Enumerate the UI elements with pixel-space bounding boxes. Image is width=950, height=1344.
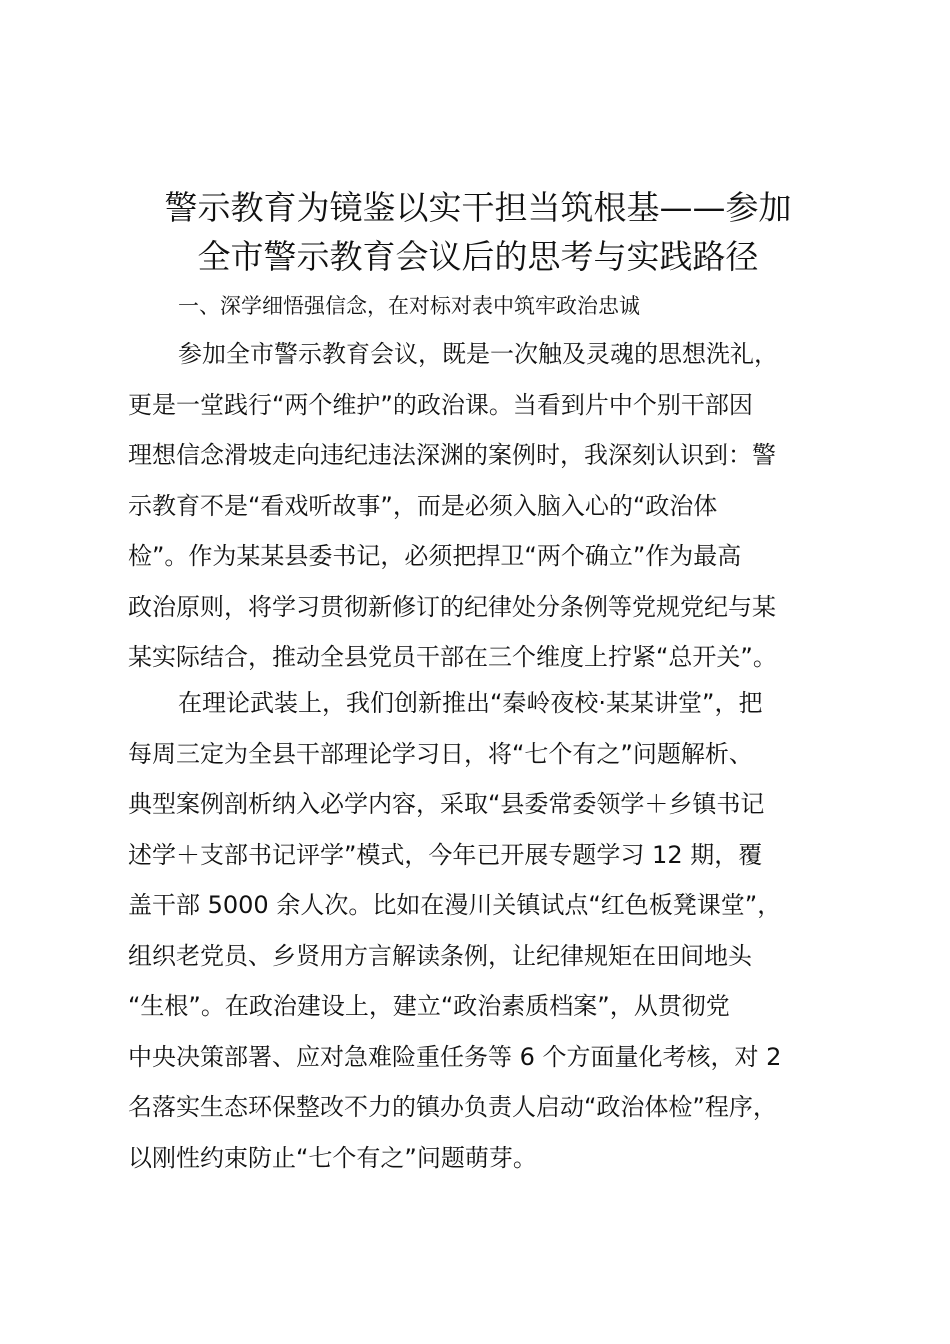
paragraph-line: 检”。作为某某县委书记，必须把捍卫“两个确立”作为最高 (128, 542, 742, 570)
title-line: 警示教育为镜鉴以实干担当筑根基——参加 (164, 188, 792, 227)
paragraph-line: 述学＋支部书记评学”模式，今年已开展专题学习 12 期，覆 (128, 840, 763, 869)
paragraph-line: 在理论武装上，我们创新推出“秦岭夜校·某某讲堂”，把 (178, 689, 763, 717)
paragraph-line: 理想信念滑坡走向违纪违法深渊的案例时，我深刻认识到：警 (128, 441, 776, 469)
paragraph-line: “生根”。在政治建设上，建立“政治素质档案”，从贯彻党 (128, 992, 730, 1020)
paragraph-line: 名落实生态环保整改不力的镇办负责人启动“政治体检”程序， (128, 1093, 777, 1121)
paragraph-line: 每周三定为全县干部理论学习日，将“七个有之”问题解析、 (128, 739, 753, 768)
paragraph-line: 某实际结合，推动全县党员干部在三个维度上拧紧“总开关”。 (128, 643, 777, 671)
paragraph-line: 中央决策部署、应对急难险重任务等 6 个方面量化考核，对 2 (128, 1042, 782, 1071)
paragraph-line: 参加全市警示教育会议，既是一次触及灵魂的思想洗礼， (178, 340, 778, 368)
section-heading: 一、深学细悟强信念，在对标对表中筑牢政治忠诚 (178, 294, 640, 318)
paragraph-line: 更是一堂践行“两个维护”的政治课。当看到片中个别干部因 (128, 390, 753, 419)
paragraph-line: 组织老党员、乡贤用方言解读条例，让纪律规矩在田间地头 (128, 941, 752, 970)
paragraph-line: 政治原则，将学习贯彻新修订的纪律处分条例等党规党纪与某 (128, 592, 776, 621)
paragraph-line: 以刚性约束防止“七个有之”问题萌芽。 (128, 1143, 537, 1172)
paragraph-line: 典型案例剖析纳入必学内容，采取“县委常委领学＋乡镇书记 (128, 790, 765, 818)
paragraph (128, 329, 838, 683)
title-line: 全市警示教育会议后的思考与实践路径 (197, 237, 759, 276)
paragraph (128, 678, 838, 1183)
paragraph-line: 盖干部 5000 余人次。比如在漫川关镇试点“红色板凳课堂”， (128, 891, 782, 919)
document-title (128, 183, 828, 281)
paragraph-line: 示教育不是“看戏听故事”，而是必须入脑入心的“政治体 (128, 491, 718, 520)
